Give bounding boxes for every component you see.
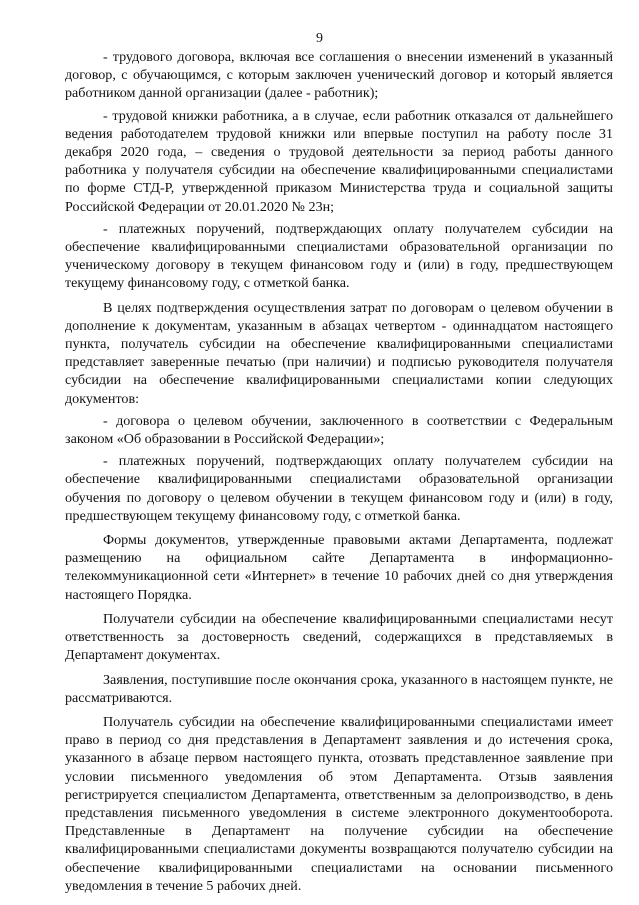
page-number: 9 <box>316 31 323 46</box>
paragraph-employment-contract: - трудового договора, включая все соглашения о внесении изменений в указанный договор, с обучающимся, с которым заключен ученический договор и который является работником данной организации (далее - работник); <box>65 49 613 102</box>
paragraph-work-book: - трудовой книжки работника, а в случае, если работник отказался от дальнейшего ведения работодателем трудовой книжки или впервые поступил на работу после 31 декабря 2020 года, – сведения о трудовой деятельности за период работы данного работника у получателя субсидии на обеспечение квалифицированными специалистами по форме СТД-Р, утвержденной приказом Министерства труда и социальной защиты Российской Федерации от 20.01.2020 № 23н; <box>65 107 613 215</box>
paragraph-targeted-training-costs: В целях подтверждения осуществления затрат по договорам о целевом обучении в дополнение к документам, указанным в абзацах четвертом - одиннадцатом настоящего пункта, получатель субсидии на обеспечение квалифицированными специалистами представляет заверенные печатью (при наличии) и подписью руководителя получателя субсидии на обеспечение квалифицированными специалистами копии следующих документов: <box>65 299 613 407</box>
paragraph-document-forms: Формы документов, утвержденные правовыми актами Департамента, подлежат размещению на официальном сайте Департамента в информационно-телекоммуникационной сети «Интернет» в течение 10 рабочих дней со дня утверждения настоящего Порядка. <box>65 532 613 603</box>
document-body <box>65 48 613 895</box>
paragraph-late-applications: Заявления, поступившие после окончания срока, указанного в настоящем пункте, не рассматриваются. <box>65 671 613 706</box>
paragraph-targeted-training-contract: - договора о целевом обучении, заключенного в соответствии с Федеральным законом «Об образовании в Российской Федерации»; <box>65 412 613 448</box>
paragraph-application-withdrawal: Получатель субсидии на обеспечение квалифицированными специалистами имеет право в период со дня представления в Департамент заявления и до истечения срока, указанного в абзаце первом настоящего пункта, отозвать представленное заявление при условии письменного уведомления об этом Департамента. Отзыв заявления регистрируется специалистом Департамента, ответственным за делопроизводство, в день представления письменного уведомления в системе электронного документооборота. Представленные в Департамент на получение субсидии на обеспечение квалифицированными специалистами документы возвращаются получателю субсидии на обеспечение квалифицированными специалистами на основании письменного уведомления в течение 5 рабочих дней. <box>65 713 613 894</box>
paragraph-payment-orders-targeted: - платежных поручений, подтверждающих оплату получателем субсидии на обеспечение квалифицированными специалистами образовательной организации обучения по договору о целевом обучении в текущем финансовом году и (или) в году, предшествующем текущему финансовому году, с отметкой банка. <box>65 453 613 524</box>
paragraph-responsibility: Получатели субсидии на обеспечение квалифицированными специалистами несут ответственность за достоверность сведений, содержащихся в представляемых в Департамент документах. <box>65 610 613 664</box>
paragraph-payment-orders-apprentice: - платежных поручений, подтверждающих оплату получателем субсидии на обеспечение квалифицированными специалистами образовательной организации по ученическому договору в текущем финансовом году и (или) в году, предшествующем текущему финансовому году, с отметкой банка. <box>65 220 613 292</box>
